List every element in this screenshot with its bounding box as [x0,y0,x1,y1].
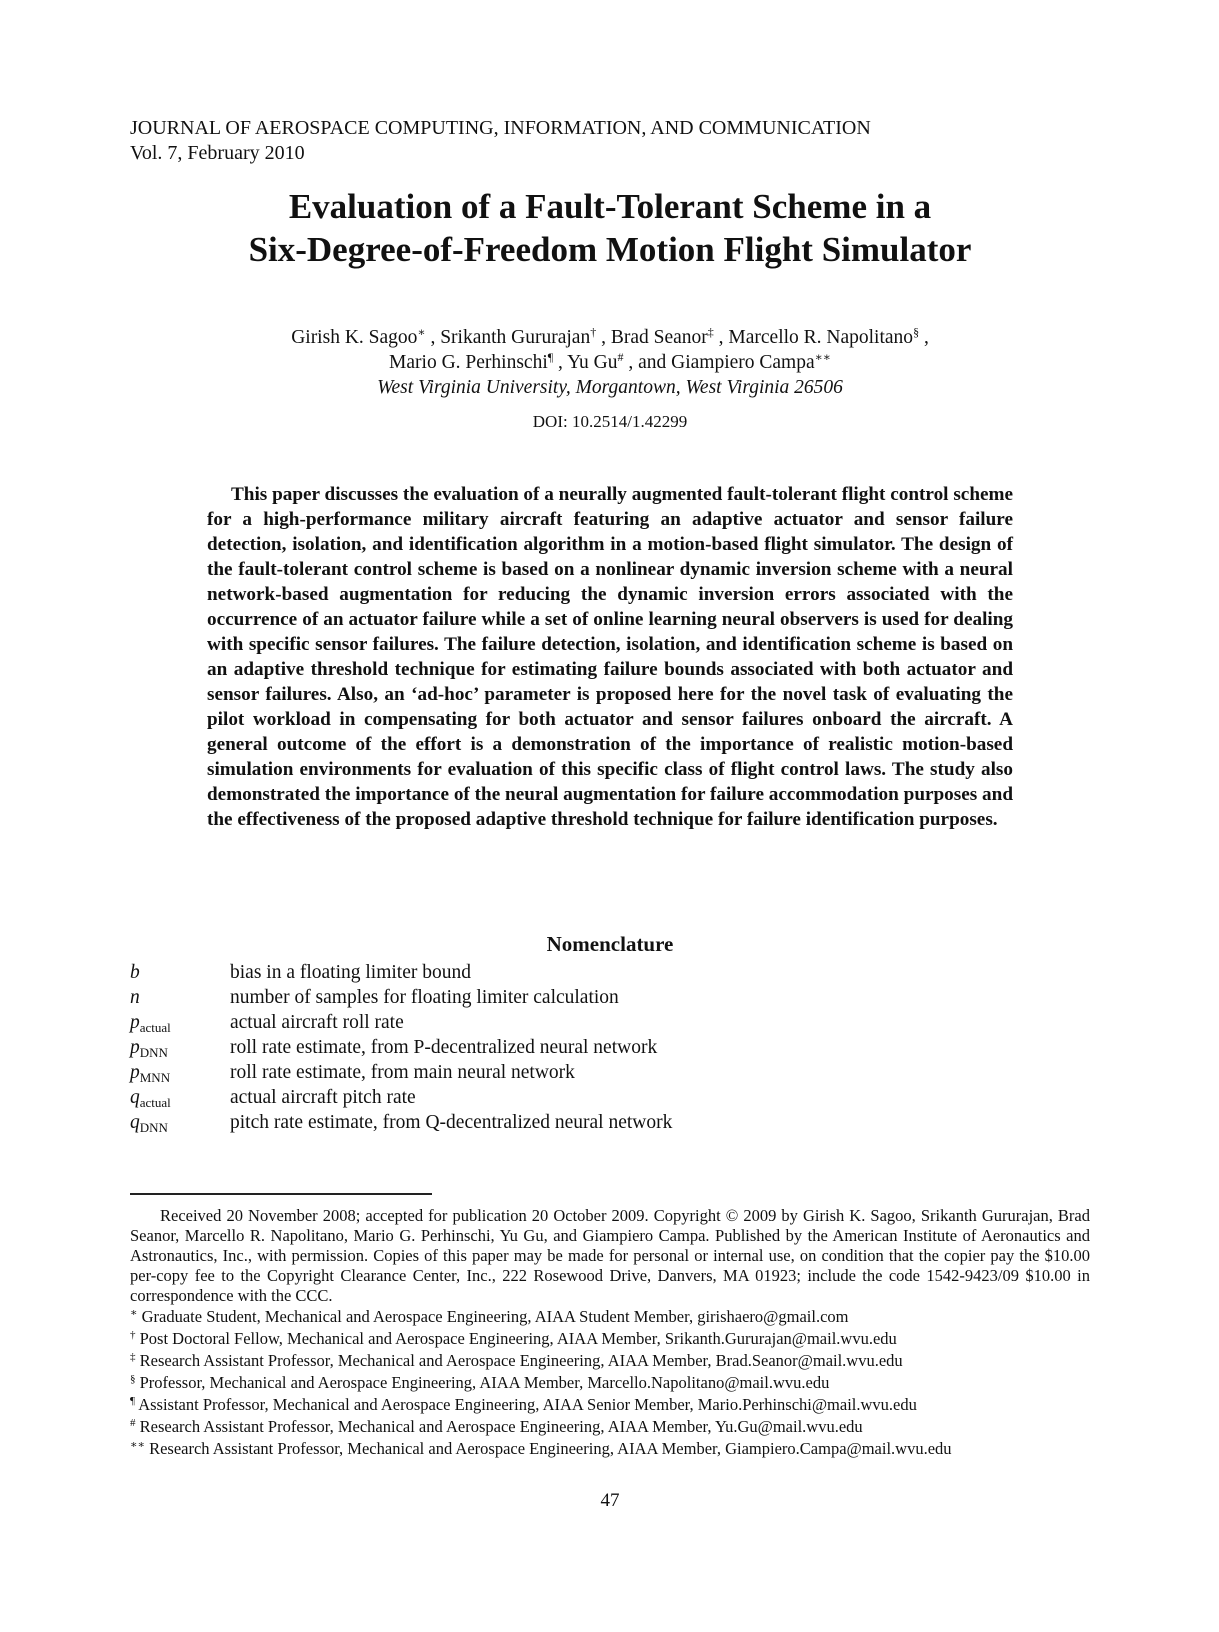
footnote-mark: † [130,1329,136,1341]
nomenclature-definition: actual aircraft pitch rate [230,1087,416,1108]
nomenclature-definition: bias in a floating limiter bound [230,962,471,983]
footnote-text: Graduate Student, Mechanical and Aerospace Engineering, AIAA Student Member, girishaero@gmail.com [141,1307,849,1326]
author-name: Yu Gu [567,352,618,373]
nomenclature-row [130,1110,1030,1135]
footnote-item [130,1394,1090,1416]
footnote-text: Research Assistant Professor, Mechanical and Aerospace Engineering, AIAA Member, Brad.Seanor@mail.wvu.edu [139,1351,903,1370]
footnote-rule [130,1193,432,1195]
nomenclature-symbol [130,960,230,985]
footnote-text: Assistant Professor, Mechanical and Aerospace Engineering, AIAA Senior Member, Mario.Perhinschi@mail.wvu.edu [138,1395,917,1414]
title-line-2: Six-Degree-of-Freedom Motion Flight Simulator [248,230,972,269]
abstract: This paper discusses the evaluation of a neurally augmented fault-tolerant flight control scheme for a high-performance military aircraft featuring an adaptive actuator and sensor failure detection, isolation, and identification algorithm in a motion-based flight simulator. The design of the fault-tolerant control scheme is based on a nonlinear dynamic inversion scheme with a neural network-based augmentation for reducing the dynamic inversion errors associated with the occurrence of an actuator failure while a set of online learning neural observers is used for dealing with specific sensor failures. The failure detection, isolation, and identification scheme is based on an adaptive threshold technique for estimating failure bounds associated with both actuator and sensor failures. Also, an ‘ad-hoc’ parameter is proposed here for the novel task of evaluating the pilot workload in compensating for both actuator and sensor failures onboard the aircraft. A general outcome of the effort is a demonstration of the importance of realistic motion-based simulation environments for evaluation of this specific class of flight control laws. The study also demonstrated the importance of the neural augmentation for failure accommodation purposes and the effectiveness of the proposed adaptive threshold technique for failure identification purposes. [207,484,1013,830]
nomenclature-symbol [130,1085,230,1110]
nomenclature-symbol [130,1110,230,1135]
footnote-mark: # [130,1417,136,1429]
journal-name: JOURNAL OF AEROSPACE COMPUTING, INFORMATION, AND COMMUNICATION [130,117,871,139]
nomenclature-symbol [130,1060,230,1085]
symbol-base: q [130,1087,140,1108]
nomenclature-definition: roll rate estimate, from main neural network [230,1062,575,1083]
page-number: 47 [600,1490,620,1511]
symbol-base: n [130,987,140,1008]
footnote-text: Research Assistant Professor, Mechanical and Aerospace Engineering, AIAA Member, Giampiero.Campa@mail.wvu.edu [149,1439,952,1458]
nomenclature-symbol [130,1035,230,1060]
author-block [130,325,1090,400]
footnote-mark: § [130,1373,136,1385]
footnote-mark: ∗ [130,1307,138,1319]
symbol-base: b [130,962,140,983]
nomenclature-list [130,960,1030,1135]
nomenclature-row [130,960,1030,985]
author-name: Brad Seanor [610,327,708,348]
author-mark: ∗∗ [814,350,831,364]
author-line-2: Mario G. Perhinschi¶ , Yu Gu# , and Giampiero Campa∗∗ [389,350,831,373]
nomenclature-row [130,1035,1030,1060]
symbol-subscript: MNN [139,1070,171,1085]
symbol-subscript: actual [139,1095,171,1110]
author-name: Mario G. Perhinschi [389,352,548,373]
nomenclature-heading: Nomenclature [546,932,674,956]
nomenclature-row [130,1010,1030,1035]
nomenclature-row [130,1085,1030,1110]
author-line-1: Girish K. Sagoo∗ , Srikanth Gururajan† , Brad Seanor‡ , Marcello R. Napolitano§ , [291,325,929,348]
author-mark: † [590,325,597,339]
footnote-mark: ∗∗ [130,1439,145,1451]
symbol-subscript: DNN [139,1120,168,1135]
author-mark: ¶ [547,350,554,364]
symbol-subscript: actual [139,1020,171,1035]
footnote-item [130,1438,1090,1460]
footnote-item [130,1350,1090,1372]
symbol-subscript: DNN [139,1045,168,1060]
nomenclature-definition: number of samples for floating limiter calculation [230,987,619,1008]
footnote-mark: ¶ [130,1395,135,1407]
paper-title [130,185,1090,271]
nomenclature-definition: roll rate estimate, from P-decentralized neural network [230,1037,658,1058]
footnote-item [130,1328,1090,1350]
footnote-mark: ‡ [130,1351,136,1363]
nomenclature-symbol [130,985,230,1010]
author-name: Marcello R. Napolitano [728,327,914,348]
affiliation: West Virginia University, Morgantown, West Virginia 26506 [377,377,843,398]
author-name: Girish K. Sagoo [291,327,418,348]
author-name: Srikanth Gururajan [440,327,591,348]
nomenclature-definition: actual aircraft roll rate [230,1012,404,1033]
author-name: Giampiero Campa [671,352,815,373]
symbol-base: p [130,1012,140,1033]
title-line-1: Evaluation of a Fault-Tolerant Scheme in a [288,187,932,226]
doi: DOI: 10.2514/1.42299 [532,412,688,431]
footnotes [130,1206,1090,1460]
symbol-base: p [130,1062,140,1083]
symbol-base: q [130,1112,140,1133]
author-mark: ‡ [707,325,714,339]
footnote-text: Professor, Mechanical and Aerospace Engineering, AIAA Member, Marcello.Napolitano@mail.wvu.edu [139,1373,830,1392]
footnote-item [130,1416,1090,1438]
received-note: Received 20 November 2008; accepted for publication 20 October 2009. Copyright © 2009 by Girish K. Sagoo, Srikanth Gururajan, Brad Seanor, Marcello R. Napolitano, Mario G. Perhinschi, Yu Gu, and Giampiero Campa. Published by the American Institute of Aeronautics and Astronautics, Inc., with permission. Copies of this paper may be made for personal or internal use, on condition that the copier pay the $10.00 per-copy fee to the Copyright Clearance Center, Inc., 222 Rosewood Drive, Danvers, MA 01923; include the code 1542-9423/09 $10.00 in correspondence with the CCC. [130,1206,1090,1305]
symbol-base: p [130,1037,140,1058]
nomenclature-row [130,985,1030,1010]
nomenclature-row [130,1060,1030,1085]
author-mark: # [617,350,624,364]
footnote-text: Post Doctoral Fellow, Mechanical and Aerospace Engineering, AIAA Member, Srikanth.Gururajan@mail.wvu.edu [139,1329,897,1348]
nomenclature-symbol [130,1010,230,1035]
journal-header [130,116,871,166]
footnote-item [130,1306,1090,1328]
author-mark: § [913,325,920,339]
nomenclature-definition: pitch rate estimate, from Q-decentralized neural network [230,1112,673,1133]
footnote-item [130,1372,1090,1394]
footnote-text: Research Assistant Professor, Mechanical and Aerospace Engineering, AIAA Member, Yu.Gu@mail.wvu.edu [139,1417,863,1436]
author-mark: ∗ [417,325,426,339]
journal-volume: Vol. 7, February 2010 [130,142,305,164]
